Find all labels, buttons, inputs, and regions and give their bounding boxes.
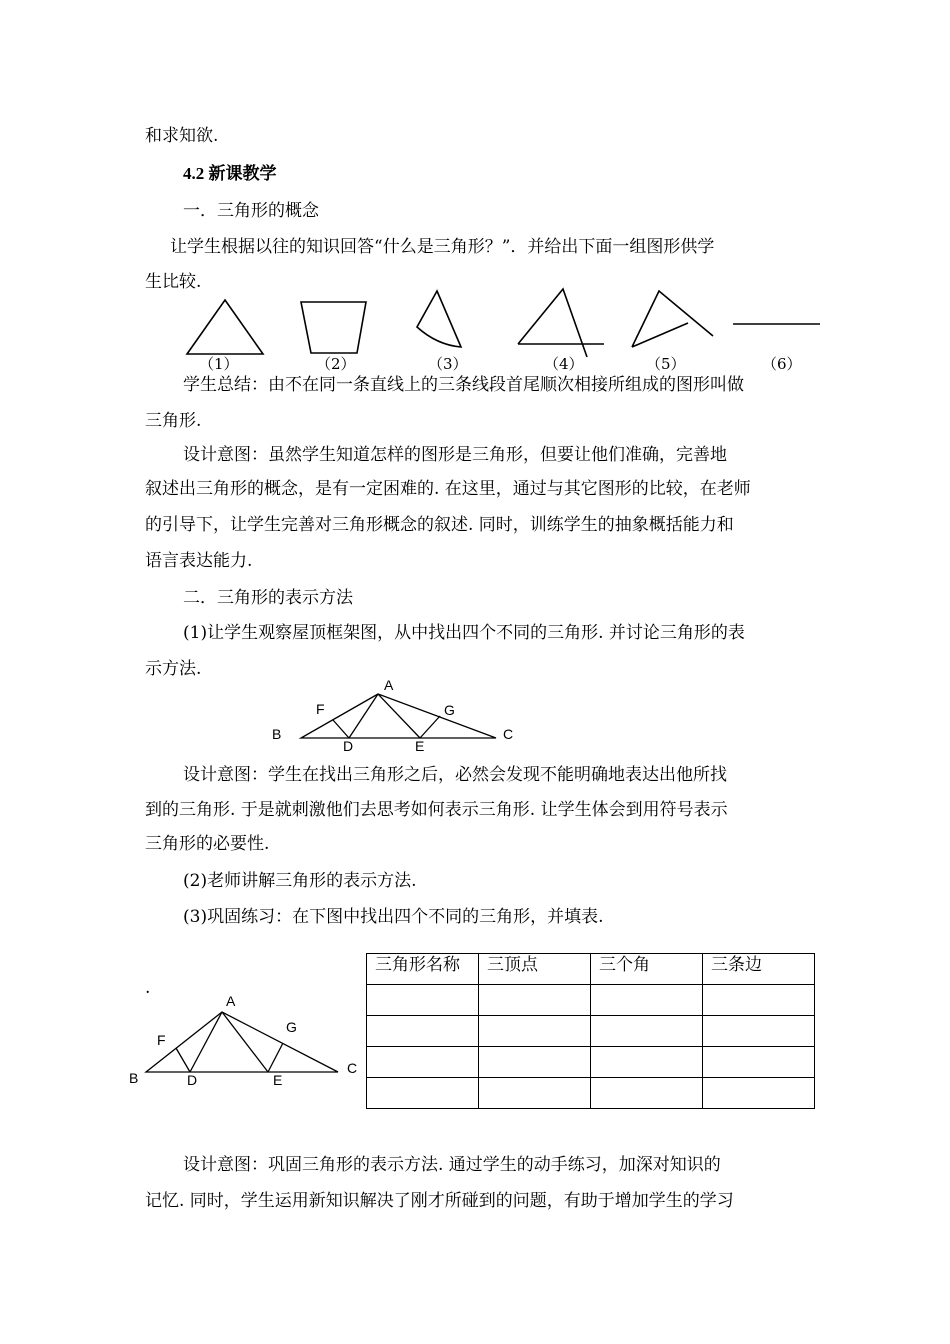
table-cell[interactable] bbox=[479, 985, 591, 1016]
text-line: 到的三角形. 于是就刺激他们去思考如何表示三角形. 让学生体会到用符号表示 bbox=[145, 800, 728, 820]
shape-label: （4） bbox=[544, 355, 584, 373]
text-line: 示方法. bbox=[145, 659, 202, 679]
table-cell[interactable] bbox=[479, 1047, 591, 1078]
table-cell[interactable] bbox=[591, 1047, 703, 1078]
vertex-label-e: E bbox=[415, 738, 425, 754]
shape-label: （1） bbox=[199, 355, 239, 373]
text-line: (1)让学生观察屋顶框架图，从中找出四个不同的三角形. 并讨论三角形的表 bbox=[183, 623, 745, 643]
table-cell[interactable] bbox=[479, 1016, 591, 1047]
shape-trapezoid bbox=[301, 302, 366, 353]
shape-triangle bbox=[187, 300, 263, 354]
subsection-title: 二．三角形的表示方法 bbox=[183, 588, 353, 608]
text-line: 学生总结：由不在同一条直线上的三条线段首尾顺次相接所组成的图形叫做 bbox=[183, 375, 744, 395]
text-line: 让学生根据以往的知识回答“什么是三角形？”．并给出下面一组图形供学 bbox=[170, 237, 715, 257]
shape-label: （5） bbox=[646, 355, 686, 373]
table-cell[interactable] bbox=[591, 1016, 703, 1047]
text-line: 设计意图：学生在找出三角形之后，必然会发现不能明确地表达出他所找 bbox=[183, 765, 727, 785]
table-cell[interactable] bbox=[367, 1016, 479, 1047]
text-line: 记忆. 同时，学生运用新知识解决了刚才所碰到的问题，有助于增加学生的学习 bbox=[145, 1191, 734, 1211]
table-row bbox=[367, 1016, 815, 1047]
shape-label: （6） bbox=[762, 355, 802, 373]
text-line: 三角形的必要性. bbox=[145, 834, 270, 854]
text-line: (3)巩固练习：在下图中找出四个不同的三角形，并填表. bbox=[183, 907, 604, 927]
table-header: 三顶点 bbox=[479, 954, 591, 985]
text-line: 语言表达能力. bbox=[145, 551, 253, 571]
shape-crossing-lines bbox=[518, 289, 604, 357]
text-line: 设计意图：虽然学生知道怎样的图形是三角形，但要让他们准确，完善地 bbox=[183, 445, 727, 465]
vertex-label-f: F bbox=[157, 1032, 166, 1048]
table-cell[interactable] bbox=[591, 1078, 703, 1109]
text-line: 叙述出三角形的概念，是有一定困难的. 在这里，通过与其它图形的比较，在老师 bbox=[145, 479, 751, 499]
text-line: 和求知欲. bbox=[145, 126, 219, 146]
table-cell[interactable] bbox=[703, 1078, 815, 1109]
table-header: 三条边 bbox=[703, 954, 815, 985]
shape-label: （2） bbox=[316, 355, 356, 373]
vertex-label-a: A bbox=[384, 677, 394, 693]
text-line: 的引导下，让学生完善对三角形概念的叙述. 同时，训练学生的抽象概括能力和 bbox=[145, 515, 734, 535]
subsection-title: 一．三角形的概念 bbox=[183, 201, 319, 221]
table-cell[interactable] bbox=[591, 985, 703, 1016]
stray-dot: . bbox=[145, 978, 151, 998]
vertex-label-c: C bbox=[503, 726, 514, 742]
table-cell[interactable] bbox=[367, 1078, 479, 1109]
table-row bbox=[367, 985, 815, 1016]
table-row bbox=[367, 1047, 815, 1078]
shape-label: （3） bbox=[428, 355, 468, 373]
text-line: 设计意图：巩固三角形的表示方法. 通过学生的动手练习，加深对知识的 bbox=[183, 1155, 721, 1175]
shape-sector bbox=[417, 291, 461, 347]
table-cell[interactable] bbox=[479, 1078, 591, 1109]
section-heading: 4.2 新课教学 bbox=[183, 164, 277, 183]
vertex-label-b: B bbox=[129, 1070, 139, 1086]
table-cell[interactable] bbox=[367, 985, 479, 1016]
vertex-label-c: C bbox=[347, 1060, 358, 1076]
vertex-label-g: G bbox=[286, 1019, 297, 1035]
text-line: 生比较. bbox=[145, 272, 202, 292]
shape-open-angle bbox=[632, 291, 713, 347]
table-cell[interactable] bbox=[367, 1047, 479, 1078]
table-header: 三个角 bbox=[591, 954, 703, 985]
table-header-row bbox=[367, 954, 815, 985]
vertex-label-d: D bbox=[343, 738, 354, 754]
vertex-label-a: A bbox=[226, 993, 236, 1009]
triangle-table bbox=[366, 953, 815, 1109]
vertex-label-g: G bbox=[444, 702, 455, 718]
table-row bbox=[367, 1078, 815, 1109]
table-cell[interactable] bbox=[703, 1047, 815, 1078]
table-header: 三角形名称 bbox=[367, 954, 479, 985]
shapes-figure bbox=[0, 285, 950, 375]
table-cell[interactable] bbox=[703, 985, 815, 1016]
text-line: (2)老师讲解三角形的表示方法. bbox=[183, 871, 417, 891]
table-cell[interactable] bbox=[703, 1016, 815, 1047]
vertex-label-d: D bbox=[187, 1072, 198, 1088]
vertex-label-e: E bbox=[273, 1072, 283, 1088]
vertex-label-f: F bbox=[316, 701, 325, 717]
roof-frame-figure bbox=[0, 675, 950, 755]
vertex-label-b: B bbox=[272, 726, 282, 742]
text-line: 三角形. bbox=[145, 411, 202, 431]
